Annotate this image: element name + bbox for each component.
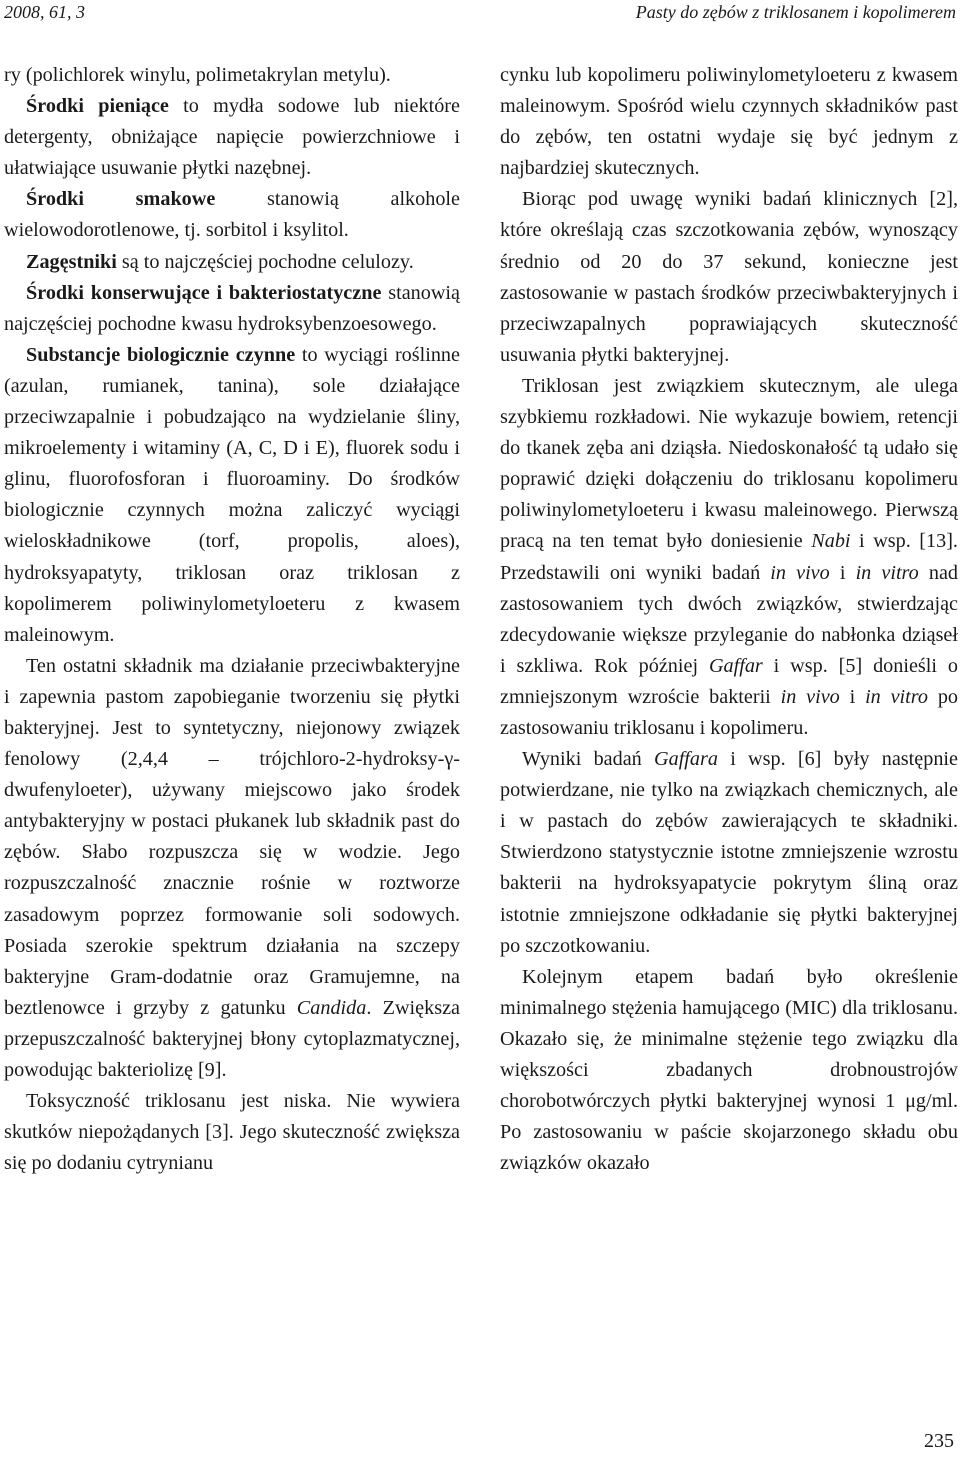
paragraph — [4, 247, 460, 278]
italic-term: Gaffar — [708, 654, 763, 677]
paragraph — [4, 184, 460, 246]
paragraph — [500, 962, 958, 1180]
italic-term: in vitro — [865, 685, 928, 708]
paragraph-text: Biorąc pod uwagę wyniki badań klinicznych [2], które określają czas szczotkowania zębów, wynoszący średnio od 20 do 37 sekund, konieczne jest zastosowanie w pastach środków przeciwbakteryjnych i przeciwzapalnych poprawiających skuteczność usuwania płytki bakteryjnej. — [500, 188, 958, 366]
paragraph-text: stanowią alkohole wielowodorotlenowe, tj. sorbitol i ksylitol. — [4, 188, 460, 242]
term: Środki konserwujące i bakteriostatyczne — [26, 281, 382, 304]
paragraph — [4, 340, 460, 651]
paragraph-text: stanowią najczęściej pochodne kwasu hydroksybenzoesowego. — [4, 281, 461, 335]
paragraph-text: to wyciągi roślinne (azulan, rumianek, tanina), sole działające przeciwzapalnie i pobudzająco na wydzielanie śliny, mikroelementy i witaminy (A, C, D i E), fluorek sodu i glinu, fluorofosforan i fluoroaminy. Do środków biologicznie czynnych można zaliczyć wyciągi wieloskładnikowe (torf, propolis, aloes), hydroksyapatyty, triklosan oraz triklosan z kopolimerem poliwinylometyloeteru z kwasem maleinowym. — [4, 343, 460, 646]
paragraph-text: po zastosowaniu triklosanu i kopolimeru. — [500, 685, 959, 739]
term: Środki smakowe — [26, 188, 216, 211]
paragraph-text: nad zastosowaniem tych dwóch związków, stwierdzając zdecydowanie większe przyleganie do nabłonka dziąseł i szkliwa. Rok później — [500, 561, 959, 677]
italic-term: Gaffara — [654, 748, 718, 771]
paragraph-text: i wsp. [13]. Przedstawili oni wyniki badań — [500, 530, 958, 584]
running-header — [4, 2, 956, 28]
paragraph — [4, 278, 460, 340]
paragraph-text: Triklosan jest związkiem skutecznym, ale ulega szybkiemu rozkładowi. Nie wykazuje bowiem, retencji do tkanek zęba ani dziąsła. Niedoskonałość tą udało się poprawić dzięki dołączeniu do triklosanu kopolimeru poliwinylometyloeteru i kwasu maleinowego. Pierwszą pracą na ten temat było doniesienie — [500, 374, 958, 553]
paragraph — [4, 60, 460, 91]
paragraph — [4, 1086, 460, 1179]
italic-term: in vivo — [780, 685, 840, 708]
paragraph — [500, 184, 958, 371]
italic-term: Nabi — [811, 530, 851, 553]
paragraph — [500, 371, 958, 744]
paragraph — [4, 91, 460, 184]
paragraph-text: cynku lub kopolimeru poliwinylometyloeteru z kwasem maleinowym. Spośród wielu czynnych składników past do zębów, ten ostatni wydaje się być jednym z najbardziej skutecznych. — [500, 64, 958, 180]
paragraph-text: i wsp. [5] donieśli o zmniejszonym wzroście bakterii — [500, 654, 958, 708]
paragraph-text: ry (polichlorek winylu, polimetakrylan metylu). — [4, 64, 391, 86]
paragraph — [4, 651, 460, 1086]
paragraph-text: Wyniki badań — [522, 748, 655, 771]
italic-term: Candida — [296, 996, 367, 1019]
italic-term: in vitro — [855, 561, 919, 584]
italic-term: in vivo — [770, 561, 830, 584]
running-title: Pasty do zębów z triklosanem i kopolimerem — [635, 2, 956, 22]
journal-issue: 2008, 61, 3 — [4, 2, 85, 22]
paragraph-text: to mydła sodowe lub niektóre detergenty, obniżające napięcie powierzchniowe i ułatwiające usuwanie płytki nazębnej. — [4, 95, 460, 180]
paragraph — [500, 60, 958, 184]
term: Środki pieniące — [26, 95, 169, 118]
term: Zagęstniki — [26, 250, 117, 273]
paragraph-text: . Zwiększa przepuszczalność bakteryjnej błony cytoplazmatycznej, powodując bakteriolizę [9]. — [4, 996, 460, 1081]
term: Substancje biologicznie czynne — [26, 343, 296, 366]
paragraph-text: i wsp. [6] były następnie potwierdzane, nie tylko na związkach chemicznych, ale i w pastach do zębów zawierających te składniki. Stwierdzono statystycznie istotne zmniejszenie wzrostu bakterii na hydroksyapatycie pokrytym śliną oraz istotnie zmniejszone odkładanie się płytki bakteryjnej po szczotkowaniu. — [500, 748, 958, 957]
paragraph-text: Toksyczność triklosanu jest niska. Nie wywiera skutków niepożądanych [3]. Jego skuteczność zwiększa się po dodaniu cytrynianu — [4, 1090, 460, 1175]
paragraph-text: i — [839, 685, 866, 708]
paragraph — [500, 744, 958, 962]
page-number: 235 — [924, 1430, 954, 1452]
paragraph-text: Ten ostatni składnik ma działanie przeciwbakteryjne i zapewnia pastom zapobieganie tworzeniu się płytki bakteryjnej. Jest to syntetyczny, niejonowy związek fenolowy (2,4,4 – trójchloro-2-hydroksy-γ-dwufenyloeter), używany miejscowo jako środek antybakteryjny w postaci płukanek lub składnik past do zębów. Słabo rozpuszcza się w wodzie. Jego rozpuszczalność znacznie rośnie w roztworze zasadowym poprzez formowanie soli sodowych. Posiada szerokie spektrum działania na szczepy bakteryjne Gram-dodatnie oraz Gramujemne, na beztlenowce i grzyby z gatunku — [4, 654, 460, 1019]
paragraph-text: Kolejnym etapem badań było określenie minimalnego stężenia hamującego (MIC) dla triklosanu. Okazało się, że minimalne stężenie tego związku dla większości zbadanych drobnoustrojów chorobotwórczych płytki bakteryjnej wynosi 1 μg/ml. Po zastosowaniu w paście skojarzonego składu obu związków okazało — [500, 965, 958, 1175]
right-column — [500, 60, 958, 1179]
left-column — [4, 60, 460, 1179]
paragraph-text: i — [829, 561, 856, 584]
paragraph-text: są to najczęściej pochodne celulozy. — [116, 250, 414, 273]
